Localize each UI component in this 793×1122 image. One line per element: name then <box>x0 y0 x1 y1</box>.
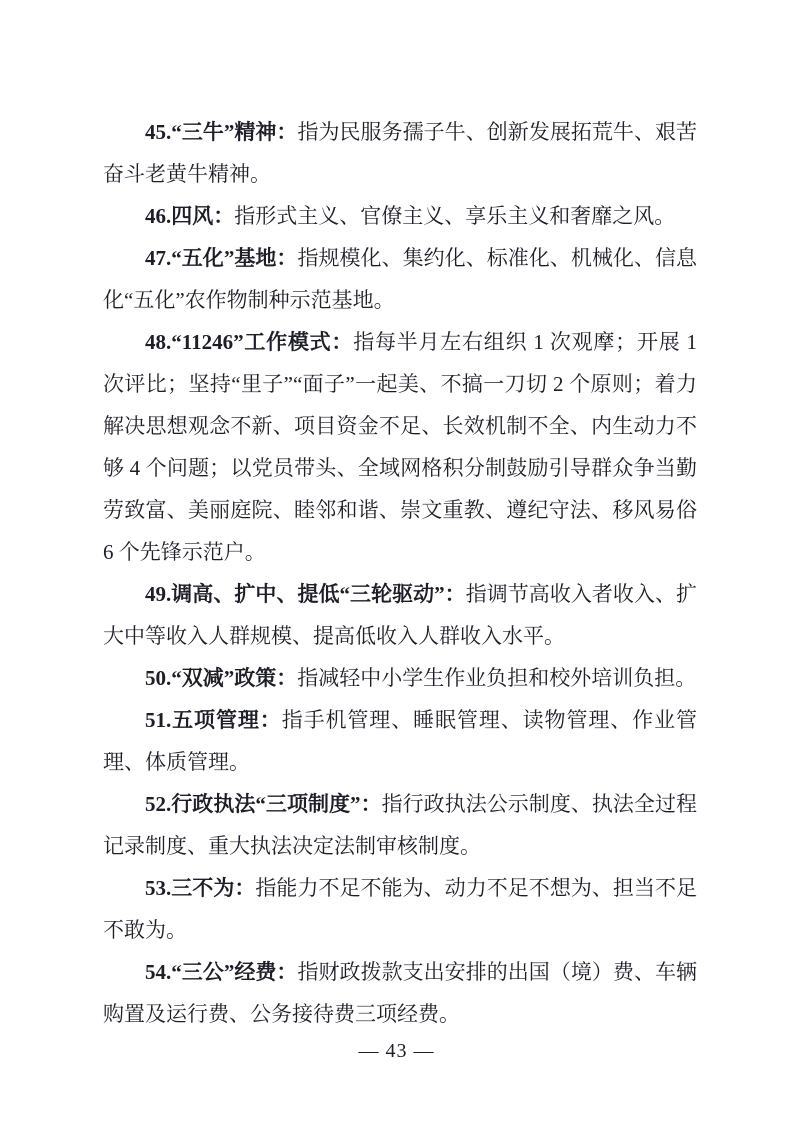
glossary-item-46 <box>103 195 697 237</box>
definition-text: 指调节高收入者收入、扩大中等收入人群规模、提高低收入人群收入水平。 <box>103 582 698 648</box>
term-label: 53.三不为： <box>145 876 256 900</box>
definition-text: 指行政执法公示制度、执法全过程记录制度、重大执法决定法制审核制度。 <box>103 792 698 858</box>
definition-text: 指减轻中小学生作业负担和校外培训负担。 <box>297 666 697 690</box>
term-label: 50.“双减”政策： <box>145 666 298 690</box>
definition-text: 指规模化、集约化、标准化、机械化、信息化“五化”农作物制种示范基地。 <box>103 246 698 312</box>
term-label: 54.“三公”经费： <box>145 960 298 984</box>
definition-text: 指每半月左右组织 1 次观摩；开展 1 次评比；坚持“里子”“面子”一起美、不搞一刀切 2 个原则；着力解决思想观念不新、项目资金不足、长效机制不全、内生动力不够 4 个问题；以党员带头、全域网格积分制鼓励引导群众争当勤劳致富、美丽庭院、睦邻和谐、崇文重教、遵纪守法、移风易俗 6 个先锋示范户。 <box>103 330 698 564</box>
glossary-item-52 <box>103 783 697 867</box>
definition-text: 指财政拨款支出安排的出国（境）费、车辆购置及运行费、公务接待费三项经费。 <box>103 960 698 1026</box>
glossary-item-48 <box>103 321 697 573</box>
term-label: 45.“三牛”精神： <box>145 120 298 144</box>
glossary-item-49 <box>103 573 697 657</box>
glossary-item-45 <box>103 111 697 195</box>
definition-text: 指为民服务孺子牛、创新发展拓荒牛、艰苦奋斗老黄牛精神。 <box>103 120 698 186</box>
definition-text: 指手机管理、睡眠管理、读物管理、作业管理、体质管理。 <box>103 708 697 774</box>
glossary-item-54 <box>103 951 697 1035</box>
glossary-item-51 <box>103 699 697 783</box>
term-label: 47.“五化”基地： <box>145 246 298 270</box>
glossary-item-50 <box>103 657 697 699</box>
glossary-item-53 <box>103 867 697 951</box>
page-number: — 43 — <box>358 1040 435 1062</box>
term-label: 51.五项管理： <box>145 708 282 732</box>
term-label: 48.“11246”工作模式： <box>145 330 354 354</box>
definition-text: 指能力不足不能为、动力不足不想为、担当不足不敢为。 <box>103 876 698 942</box>
term-label: 46.四风： <box>145 204 235 228</box>
glossary-item-47 <box>103 237 697 321</box>
glossary-content <box>103 111 697 1035</box>
definition-text: 指形式主义、官僚主义、享乐主义和奢靡之风。 <box>234 204 676 228</box>
term-label: 52.行政执法“三项制度”： <box>145 792 382 816</box>
term-label: 49.调高、扩中、提低“三轮驱动”： <box>145 582 466 606</box>
